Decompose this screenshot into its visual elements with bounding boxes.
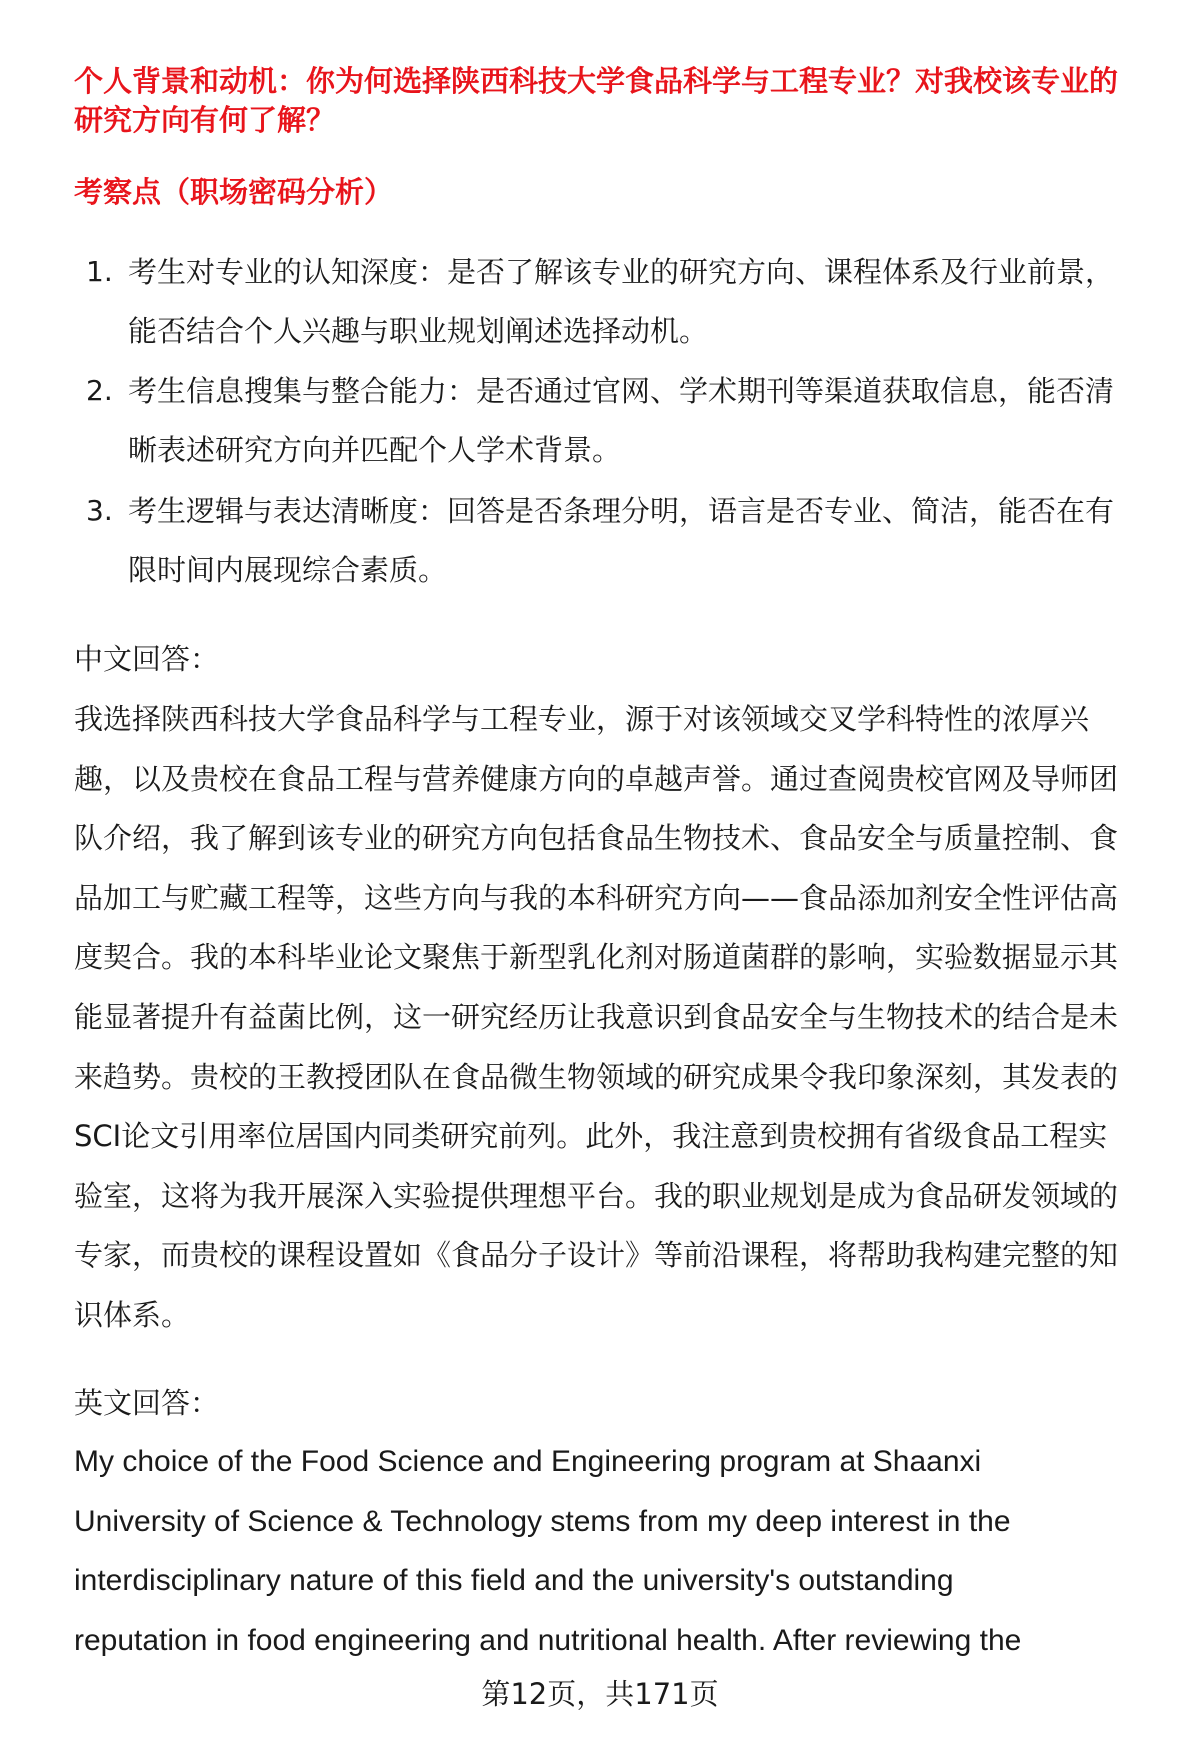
list-number: 1. <box>86 255 113 288</box>
chinese-answer-line: 队介绍，我了解到该专业的研究方向包括食品生物技术、食品安全与质量控制、食 <box>74 821 1119 856</box>
list-item-text: 能否结合个人兴趣与职业规划阐述选择动机。 <box>128 314 709 348</box>
chinese-answer-line: 能显著提升有益菌比例，这一研究经历让我意识到食品安全与生物技术的结合是未 <box>74 1000 1119 1034</box>
english-answer-line: reputation in food engineering and nutritional health. After reviewing the <box>74 1623 1022 1657</box>
chinese-answer-line: 验室，这将为我开展深入实验提供理想平台。我的职业规划是成为食品研发领域的 <box>74 1178 1119 1213</box>
chinese-answer-line: 度契合。我的本科毕业论文聚焦于新型乳化剂对肠道菌群的影响，实验数据显示其 <box>74 940 1119 975</box>
list-item-text: 考生对专业的认知深度：是否了解该专业的研究方向、课程体系及行业前景， <box>128 255 1115 289</box>
chinese-answer-line: 品加工与贮藏工程等，这些方向与我的本科研究方向——食品添加剂安全性评估高 <box>74 880 1119 915</box>
question-title-line: 研究方向有何了解？ <box>74 103 336 137</box>
chinese-answer-line: 专家，而贵校的课程设置如《食品分子设计》等前沿课程，将帮助我构建完整的知 <box>74 1238 1119 1273</box>
list-item-text: 考生信息搜集与整合能力：是否通过官网、学术期刊等渠道获取信息，能否清 <box>128 374 1115 408</box>
english-answer-line: interdisciplinary nature of this field and the university's outstanding <box>74 1564 954 1598</box>
page-number-footer: 第12页，共171页 <box>481 1677 719 1711</box>
points-heading: 考察点（职场密码分析） <box>74 175 394 209</box>
chinese-answer-heading: 中文回答： <box>74 642 220 676</box>
english-answer-line: My choice of the Food Science and Engineering program at Shaanxi <box>74 1445 982 1478</box>
list-number: 3. <box>86 494 113 527</box>
chinese-answer-line: 来趋势。贵校的王教授团队在食品微生物领域的研究成果令我印象深刻，其发表的 <box>74 1059 1119 1094</box>
chinese-answer-line: 趣，以及贵校在食品工程与营养健康方向的卓越声誉。通过查阅贵校官网及导师团 <box>74 761 1119 796</box>
english-answer-line: University of Science & Technology stems from my deep interest in the <box>74 1504 1011 1538</box>
question-title-line: 个人背景和动机：你为何选择陕西科技大学食品科学与工程专业？对我校该专业的 <box>74 64 1119 98</box>
chinese-answer-line: SCI论文引用率位居国内同类研究前列。此外，我注意到贵校拥有省级食品工程实 <box>74 1119 1108 1154</box>
chinese-answer-line: 识体系。 <box>74 1298 191 1332</box>
english-answer-heading: 英文回答： <box>74 1386 220 1420</box>
list-number: 2. <box>86 374 113 407</box>
list-item-text: 晰表述研究方向并匹配个人学术背景。 <box>128 433 622 467</box>
list-item-text: 限时间内展现综合素质。 <box>128 553 448 587</box>
chinese-answer-line: 我选择陕西科技大学食品科学与工程专业，源于对该领域交叉学科特性的浓厚兴 <box>74 702 1090 736</box>
list-item-text: 考生逻辑与表达清晰度：回答是否条理分明，语言是否专业、简洁，能否在有 <box>128 494 1115 528</box>
